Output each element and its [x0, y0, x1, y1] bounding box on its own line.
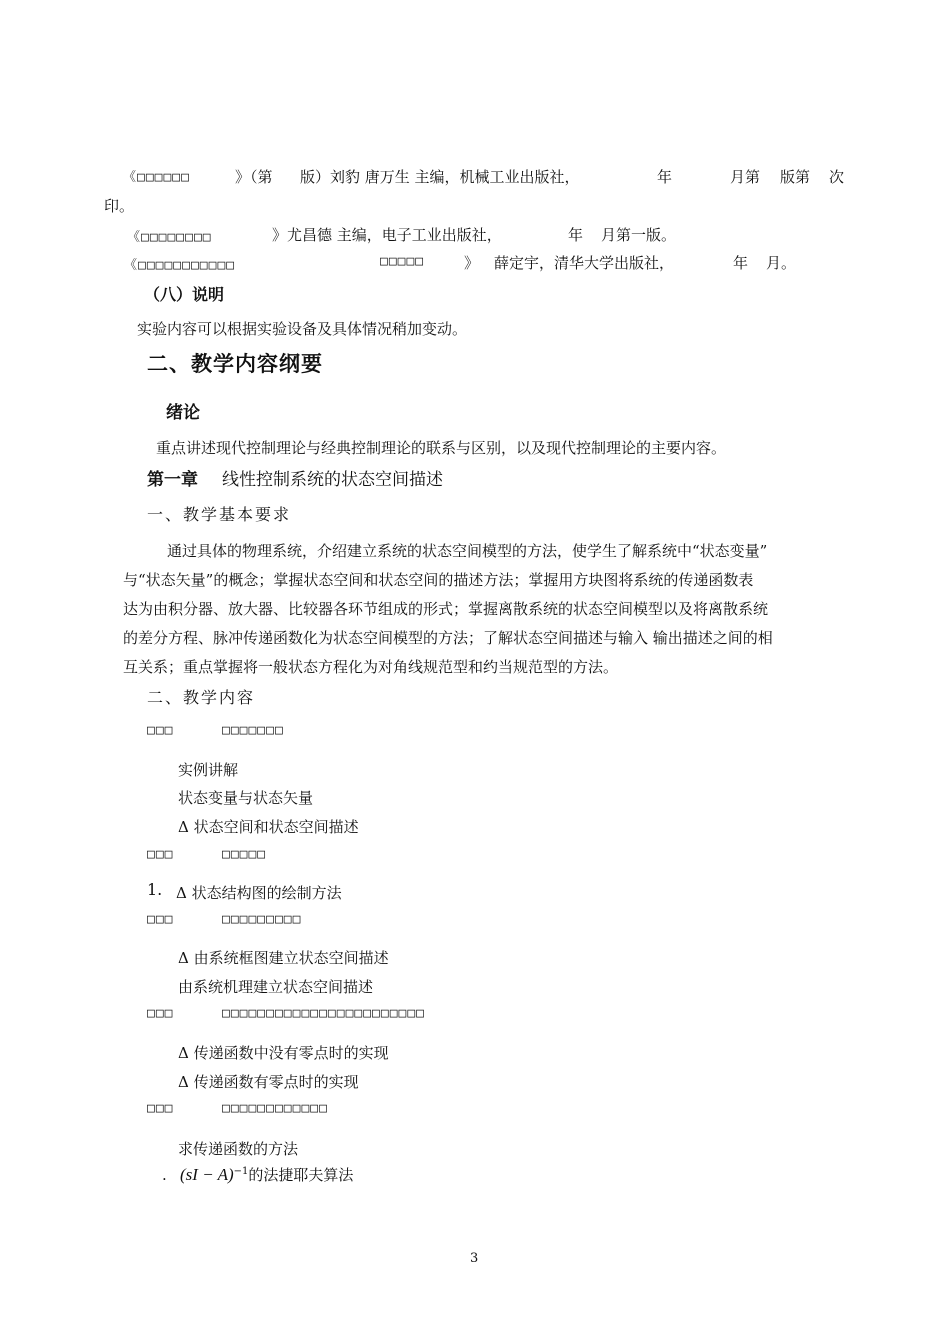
requirements-line: 互关系；重点掌握将一般状态方程化为对角线规范型和约当规范型的方法。: [123, 658, 619, 676]
requirements-line: 达为由积分器、放大器、比较器各环节组成的形式；掌握离散系统的状态空间模型以及将离散系统: [123, 600, 769, 618]
content-heading: 二、教学内容: [147, 688, 256, 707]
requirements-line: 与“状态矢量”的概念；掌握状态空间和状态空间的描述方法；掌握用方块图将系统的传递函数表: [123, 571, 754, 589]
reference-2-booktitle: 《□□□□□□□□: [127, 230, 212, 245]
section-2-title: □□□□□: [222, 847, 267, 862]
section-8-heading: （八）说明: [144, 285, 225, 304]
section-1-item: Δ 状态空间和状态空间描述: [178, 818, 359, 836]
section-1-item: 实例讲解: [178, 761, 239, 779]
reference-3-booktitle: 《□□□□□□□□□□□: [124, 258, 236, 273]
section-4-title: □□□□□□□□□□□□□□□□□□□□□□□: [222, 1006, 426, 1021]
section-5-number: □□□: [147, 1101, 174, 1116]
intro-heading: 绪论: [166, 403, 200, 423]
section-2-item-number: 1.: [147, 880, 163, 899]
requirements-heading: 一、教学基本要求: [147, 505, 292, 524]
section-4-number: □□□: [147, 1006, 174, 1021]
reference-1-close: 》（第: [235, 168, 273, 186]
reference-3-publisher: 薛定宇，清华大学出版社，: [494, 254, 675, 272]
reference-1-edition: 版第: [780, 168, 811, 186]
reference-1-printing: 次: [829, 168, 845, 186]
section-4-item: Δ 传递函数中没有零点时的实现: [178, 1044, 389, 1062]
section-2-number: □□□: [147, 847, 174, 862]
chapter-1-number: 第一章: [147, 470, 198, 490]
part-2-heading: 二、教学内容纲要: [147, 352, 323, 376]
reference-3-booktitle-2: □□□□□: [380, 254, 425, 269]
section-1-item: 状态变量与状态矢量: [178, 789, 314, 807]
section-5-bullet: .: [162, 1166, 167, 1184]
reference-3-close: 》: [464, 254, 480, 272]
reference-1-year: 年: [657, 168, 673, 186]
page-number: 3: [470, 1251, 479, 1266]
section-8-text: 实验内容可以根据实验设备及具体情况稍加变动。: [137, 320, 468, 338]
requirements-paragraph: [123, 537, 850, 682]
chapter-1-title: 线性控制系统的状态空间描述: [222, 470, 443, 490]
reference-1-booktitle: 《□□□□□□: [123, 170, 190, 185]
intro-text: 重点讲述现代控制理论与经典控制理论的联系与区别，以及现代控制理论的主要内容。: [156, 439, 727, 457]
requirements-line: 通过具体的物理系统，介绍建立系统的状态空间模型的方法，使学生了解系统中“状态变量”: [167, 542, 768, 560]
section-1-number: □□□: [147, 723, 174, 738]
inverse-superscript: −1: [233, 1166, 249, 1177]
section-5-title: □□□□□□□□□□□□: [222, 1101, 328, 1116]
inverse-matrix-expression: (sI − A): [180, 1165, 234, 1184]
section-4-item: Δ 传递函数有零点时的实现: [178, 1073, 359, 1091]
section-3-item: Δ 由系统框图建立状态空间描述: [178, 949, 389, 967]
reference-3-month: 月。: [766, 254, 797, 272]
section-5-item-2: 的法捷耶夫算法: [248, 1166, 354, 1184]
reference-1-cont: 印。: [104, 197, 135, 215]
section-3-number: □□□: [147, 912, 174, 927]
reference-2-year: 年: [568, 226, 584, 244]
section-2-item: Δ 状态结构图的绘制方法: [176, 884, 342, 902]
section-3-title: □□□□□□□□□: [222, 912, 302, 927]
section-1-title: □□□□□□□: [222, 723, 284, 738]
reference-1: [123, 166, 190, 185]
reference-1-month: 月第: [730, 168, 761, 186]
reference-2-publisher: 》尤昌德 主编，电子工业出版社，: [272, 226, 502, 244]
reference-1-publisher: 版）刘豹 唐万生 主编，机械工业出版社，: [300, 168, 580, 186]
reference-3-year: 年: [733, 254, 749, 272]
reference-2-month: 月第一版。: [601, 226, 677, 244]
section-3-item: 由系统机理建立状态空间描述: [178, 978, 374, 996]
requirements-line: 的差分方程、脉冲传递函数化为状态空间模型的方法；了解状态空间描述与输入 输出描述之间的相: [123, 629, 773, 647]
section-5-formula: [180, 1164, 353, 1185]
section-5-item: 求传递函数的方法: [178, 1140, 299, 1158]
